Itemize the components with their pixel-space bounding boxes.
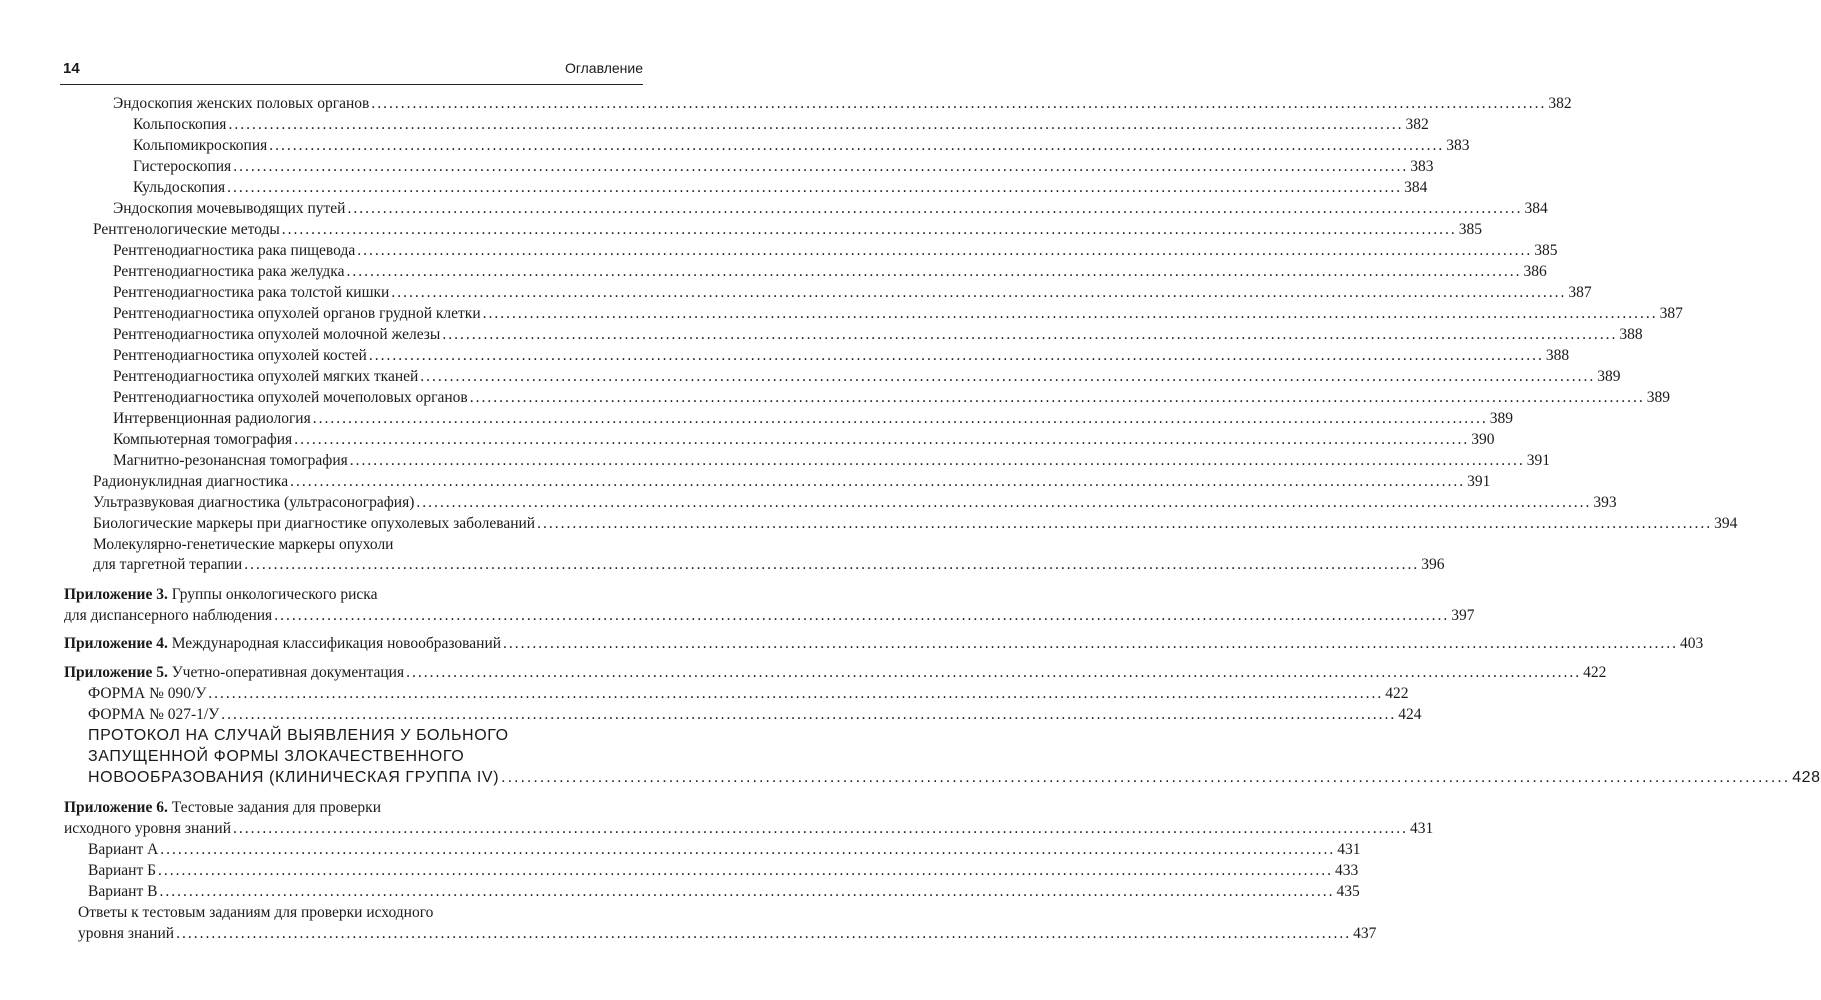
dot-leader: ........................................................................................................................................................................................................ [159, 883, 1335, 900]
toc-entry-text: Рентгенодиагностика рака желудка [113, 263, 345, 280]
toc-page-number: 387 [1568, 284, 1592, 301]
dot-leader: ........................................................................................................................................................................................................ [233, 820, 1409, 837]
toc-row [0, 684, 1409, 704]
toc-entry-title [113, 304, 481, 324]
toc-entry-title [93, 535, 393, 555]
toc-row [0, 555, 1445, 575]
toc-row [0, 493, 1617, 513]
toc-row [0, 136, 1470, 156]
dot-leader: ........................................................................................................................................................................................................ [228, 116, 1404, 133]
toc-entry-title [113, 430, 292, 450]
toc-entry-title [93, 220, 280, 240]
toc-page-number: 382 [1405, 116, 1429, 133]
toc-entry-text: Рентгенодиагностика опухолей мягких тканей [113, 368, 419, 385]
toc-entry-title [113, 241, 355, 261]
toc-row [0, 819, 1434, 839]
toc-page-number: 384 [1404, 179, 1428, 196]
toc-row [0, 178, 1428, 198]
dot-leader: ........................................................................................................................................................................................................ [176, 925, 1352, 942]
toc-entry-text: Вариант А [88, 841, 159, 858]
toc-page-number: 394 [1714, 515, 1738, 532]
toc-entry-text: Вариант В [88, 883, 158, 900]
toc-entry-text: ПРОТОКОЛ НА СЛУЧАЙ ВЫЯВЛЕНИЯ У БОЛЬНОГО [88, 727, 509, 744]
toc-entry-text: Ответы к тестовым заданиям для проверки исходного [78, 904, 434, 921]
dot-leader: ........................................................................................................................................................................................................ [244, 556, 1420, 573]
toc-entry-text: уровня знаний [78, 925, 175, 942]
toc-page-number: 385 [1458, 221, 1483, 238]
toc-row [0, 606, 1475, 626]
toc-page-number: 431 [1410, 820, 1434, 837]
toc-page-number: 403 [1680, 635, 1704, 652]
toc-entry-text: Ультразвуковая диагностика (ультрасонография) [93, 494, 415, 511]
toc-row [0, 747, 704, 767]
toc-entry-text: для таргетной терапии [93, 556, 243, 573]
toc-row [0, 430, 1495, 450]
dot-leader: ........................................................................................................................................................................................................ [233, 158, 1409, 175]
toc-page-number: 435 [1336, 883, 1360, 900]
dot-leader: ........................................................................................................................................................................................................ [391, 284, 1567, 301]
toc-entry-title [113, 325, 440, 345]
toc-entry-text: Кольпомикроскопия [133, 137, 268, 154]
toc-row [0, 514, 1738, 534]
toc-entry-text: Рентгенологические методы [93, 221, 280, 238]
toc-entry-title [93, 514, 535, 534]
toc-entry-text: Рентгенодиагностика опухолей мочеполовых органов [113, 389, 468, 406]
toc-entry-text: Интервенционная радиология [113, 410, 311, 427]
toc-entry-title [78, 924, 174, 944]
toc-row [0, 367, 1621, 387]
toc-page-number: 428 [1792, 769, 1821, 786]
dot-leader: ........................................................................................................................................................................................................ [347, 200, 1523, 217]
toc-row [0, 325, 1643, 345]
dot-leader: ........................................................................................................................................................................................................ [469, 389, 1645, 406]
appendix-label: Приложение 4. [64, 635, 168, 652]
toc-row [0, 241, 1558, 261]
toc-page-number: 431 [1337, 841, 1361, 858]
toc-entry-text: Рентгенодиагностика опухолей костей [113, 347, 367, 364]
toc-entry-title [88, 684, 206, 704]
toc-row [0, 705, 1422, 725]
toc-entry-text: ФОРМА № 090/У [88, 685, 207, 702]
dot-leader: ........................................................................................................................................................................................................ [160, 841, 1336, 858]
toc-entry-text: ЗАПУЩЕННОЙ ФОРМЫ ЗЛОКАЧЕСТВЕННОГО [88, 748, 465, 765]
toc-entry-text: Кульдоскопия [133, 179, 226, 196]
toc-entry-title [113, 409, 311, 429]
toc-entry-title [88, 840, 158, 860]
toc-entry-title [93, 472, 288, 492]
dot-leader: ........................................................................................................................................................................................................ [274, 607, 1450, 624]
toc-entry-title [64, 798, 381, 818]
toc-entry-title [113, 199, 345, 219]
toc-entry-text: Компьютерная томография [113, 431, 293, 448]
toc-entry-title [64, 819, 231, 839]
dot-leader: ........................................................................................................................................................................................................ [221, 706, 1397, 723]
toc-page-number: 388 [1545, 347, 1570, 364]
toc-entry-title [133, 115, 226, 135]
toc-page-number: 422 [1385, 685, 1409, 702]
toc-entry-text: Гистероскопия [133, 158, 232, 175]
appendix-label: Приложение 3. [64, 586, 168, 603]
dot-leader: ........................................................................................................................................................................................................ [442, 326, 1618, 343]
dot-leader: ........................................................................................................................................................................................................ [349, 452, 1525, 469]
appendix-label: Приложение 5. [64, 664, 168, 681]
toc-page-number: 393 [1593, 494, 1617, 511]
toc-row [0, 262, 1547, 282]
dot-leader: ........................................................................................................................................................................................................ [269, 137, 1445, 154]
toc-entry-title [88, 726, 509, 746]
toc-row [0, 903, 704, 923]
toc-page-number: 384 [1524, 200, 1548, 217]
dot-leader: ........................................................................................................................................................................................................ [537, 515, 1713, 532]
toc-entry-text: Группы онкологического риска [167, 586, 378, 603]
toc-page-number: 437 [1353, 925, 1377, 942]
toc-entry-title [133, 178, 225, 198]
toc-row [0, 882, 1360, 902]
toc-entry-title [88, 705, 219, 725]
toc-entry-text: Рентгенодиагностика рака пищевода [113, 242, 356, 259]
toc-row [0, 924, 1377, 944]
toc-entry-text: исходного уровня знаний [64, 820, 232, 837]
toc-row [0, 451, 1551, 471]
dot-leader: ........................................................................................................................................................................................................ [482, 305, 1658, 322]
toc-page-number: 383 [1446, 137, 1470, 154]
toc-entry-text: Кольпоскопия [133, 116, 227, 133]
toc-page-number: 389 [1489, 410, 1513, 427]
toc-page-number: 388 [1619, 326, 1643, 343]
dot-leader: ........................................................................................................................................................................................................ [420, 368, 1596, 385]
toc-entry-text: Эндоскопия женских половых органов [113, 95, 370, 112]
dot-leader: ........................................................................................................................................................................................................ [416, 494, 1592, 511]
dot-leader: ........................................................................................................................................................................................................ [503, 635, 1679, 652]
dot-leader: ........................................................................................................................................................................................................ [406, 664, 1582, 681]
toc-row [0, 304, 1683, 324]
toc-entry-text: Международная классификация новообразований [167, 635, 502, 652]
toc-page-number: 389 [1597, 368, 1621, 385]
toc-entry-title [78, 903, 433, 923]
toc-entry-text: Молекулярно-генетические маркеры опухоли [93, 536, 394, 553]
toc-entry-text: Эндоскопия мочевыводящих путей [113, 200, 346, 217]
appendix-label: Приложение 6. [64, 799, 168, 816]
toc-row [0, 840, 1361, 860]
toc-entry-title [64, 663, 404, 683]
toc-entry-text: НОВООБРАЗОВАНИЯ (КЛИНИЧЕСКАЯ ГРУППА IV) [88, 769, 500, 786]
toc-row [0, 220, 1483, 240]
toc-entry-text: Рентгенодиагностика рака толстой кишки [113, 284, 390, 301]
toc-row [0, 726, 704, 746]
toc-row [0, 346, 1570, 366]
dot-leader: ........................................................................................................................................................................................................ [158, 862, 1333, 879]
toc-page-number: 390 [1471, 431, 1495, 448]
dot-leader: ........................................................................................................................................................................................................ [290, 473, 1466, 490]
toc-entry-title [113, 367, 418, 387]
toc-row [0, 634, 1704, 654]
toc-row [0, 861, 1359, 881]
toc-entry-title [88, 768, 499, 788]
toc-row [0, 283, 1592, 303]
toc-entry-title [88, 861, 156, 881]
toc-entry-title [133, 157, 231, 177]
dot-leader: ........................................................................................................................................................................................................ [227, 179, 1403, 196]
dot-leader: ........................................................................................................................................................................................................ [357, 242, 1533, 259]
toc-page-number: 383 [1410, 158, 1434, 175]
page-number: 14 [63, 60, 80, 77]
toc-page-number: 397 [1451, 607, 1475, 624]
toc-entry-title [113, 451, 348, 471]
dot-leader: ........................................................................................................................................................................................................ [346, 263, 1522, 280]
toc-entry-title [64, 585, 377, 605]
toc-page-number: 433 [1335, 862, 1359, 879]
toc-page-number: 391 [1526, 452, 1551, 469]
toc-entry-text: Рентгенодиагностика опухолей органов грудной клетки [113, 305, 481, 322]
toc-entry-title [93, 493, 414, 513]
running-title: Оглавление [564, 60, 643, 76]
toc-entry-text: Рентгенодиагностика опухолей молочной железы [113, 326, 441, 343]
toc-entry-title [113, 94, 369, 114]
toc-entry-text: Радионуклидная диагностика [93, 473, 289, 490]
toc-entry-title [113, 388, 468, 408]
toc-page-number: 424 [1398, 706, 1422, 723]
dot-leader: ........................................................................................................................................................................................................ [208, 685, 1384, 702]
toc-entry-title [64, 634, 501, 654]
toc-entry-title [88, 747, 464, 767]
toc-entry-text: Учетно-оперативная документация [167, 664, 405, 681]
toc-row [0, 585, 704, 605]
toc-entry-title [113, 262, 344, 282]
toc-row [0, 409, 1513, 429]
dot-leader: ........................................................................................................................................................................................................ [281, 221, 1457, 238]
toc-entry-title [133, 136, 267, 156]
toc-row [0, 157, 1434, 177]
toc-entry-text: ФОРМА № 027-1/У [88, 706, 220, 723]
toc-row [0, 472, 1491, 492]
toc-entry-title [93, 555, 242, 575]
toc-row [0, 199, 1548, 219]
toc-entry-text: Вариант Б [88, 862, 156, 879]
toc-page-number: 385 [1534, 242, 1558, 259]
toc-row [0, 768, 1821, 788]
toc-entry-title [64, 606, 272, 626]
toc-page-number: 382 [1548, 95, 1572, 112]
toc-page-number: 396 [1421, 556, 1445, 573]
header-rule [60, 84, 643, 85]
toc-entry-title [88, 882, 157, 902]
toc-row [0, 115, 1429, 135]
toc-entry-title [113, 283, 389, 303]
page-header [60, 56, 643, 82]
toc-page-number: 391 [1467, 473, 1491, 490]
toc-row [0, 388, 1670, 408]
toc-row [0, 663, 1607, 683]
toc-entry-text: Биологические маркеры при диагностике опухолевых заболеваний [93, 515, 536, 532]
dot-leader: ........................................................................................................................................................................................................ [368, 347, 1544, 364]
dot-leader: ........................................................................................................................................................................................................ [294, 431, 1470, 448]
toc-page-number: 387 [1659, 305, 1683, 322]
toc-row [0, 798, 704, 818]
dot-leader: ........................................................................................................................................................................................................ [501, 769, 1791, 786]
toc-row [0, 94, 1572, 114]
toc-page-number: 422 [1583, 664, 1607, 681]
toc-entry-title [113, 346, 367, 366]
dot-leader: ........................................................................................................................................................................................................ [312, 410, 1488, 427]
toc-page-number: 386 [1523, 263, 1547, 280]
dot-leader: ........................................................................................................................................................................................................ [371, 95, 1547, 112]
toc-entry-text: для диспансерного наблюдения [64, 607, 273, 624]
toc-row [0, 535, 704, 555]
toc-entry-text: Тестовые задания для проверки [167, 799, 381, 816]
toc-page-number: 389 [1646, 389, 1670, 406]
toc-entry-text: Магнитно-резонансная томография [113, 452, 348, 469]
